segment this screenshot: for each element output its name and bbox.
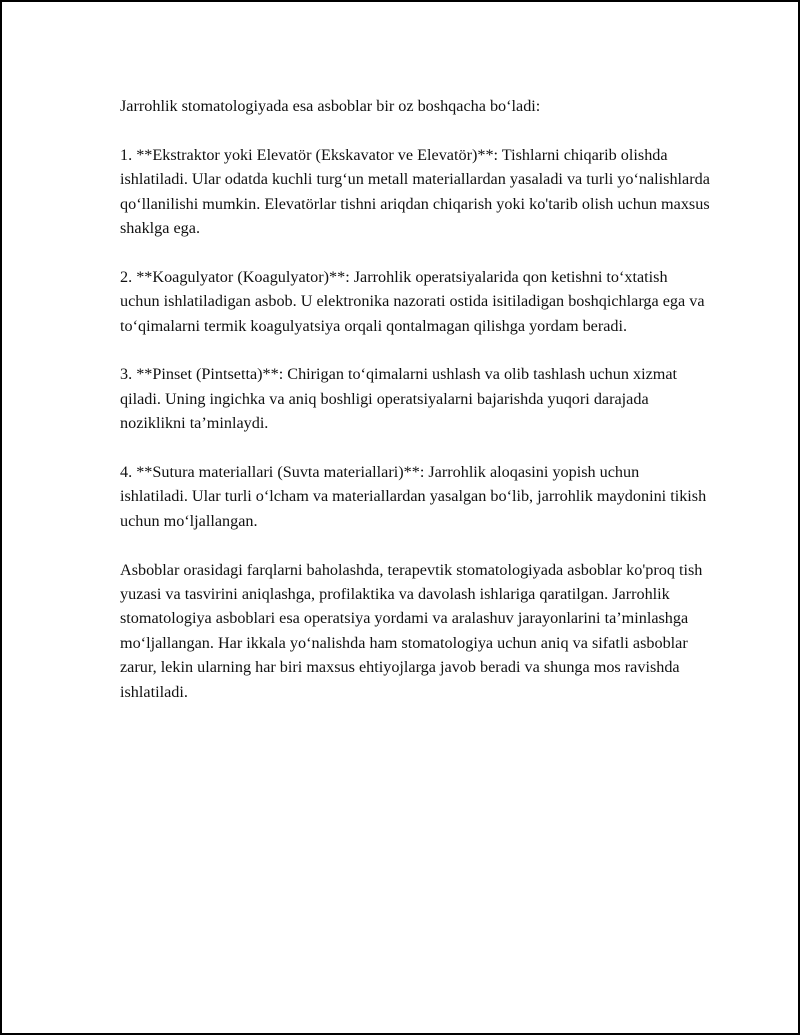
list-item-extractor: 1. **Ekstraktor yoki Elevatör (Ekskavator ve Elevatör)**: Tishlarni chiqarib olishda ishlatiladi. Ular odatda kuchli turg‘un metall materiallardan yasaladi va turli yo‘nalishlarda qo‘llanilishi mumkin. Elevatörlar tishni ariqdan chiqarish yoki ko'tarib olish uchun maxsus shaklga ega. — [120, 145, 710, 238]
document-body — [120, 94, 710, 728]
conclusion-paragraph: Asboblar orasidagi farqlarni baholashda, terapevtik stomatologiyada asboblar ko'proq tish yuzasi va tasvirini aniqlashga, profilaktika va davolash ishlariga qaratilgan. Jarrohlik stomatologiya asboblari esa operatsiya yordami va aralashuv jarayonlarini ta’minlashga mo‘ljallangan. Har ikkala yo‘nalishda ham stomatologiya uchun aniq va sifatli asboblar zarur, lekin ularning har biri maxsus ehtiyojlarga javob beradi va shunga mos ravishda ishlatiladi. — [120, 560, 703, 701]
list-item-suture: 4. **Sutura materiallari (Suvta materiallari)**: Jarrohlik aloqasini yopish uchun ishlatiladi. Ular turli o‘lcham va materiallardan yasalgan bo‘lib, jarrohlik maydonini tikish uchun mo‘ljallangan. — [120, 463, 707, 530]
list-item-tweezers: 3. **Pinset (Pintsetta)**: Chirigan to‘qimalarni ushlash va olib tashlash uchun xizmat qiladi. Uning ingichka va aniq boshligi operatsiyalarni bajarishda yuqori darajada noziklikni ta’minlaydi. — [120, 365, 678, 433]
list-item-coagulator: 2. **Koagulyator (Koagulyator)**: Jarrohlik operatsiyalarida qon ketishni to‘xtatish uchun ishlatiladigan asbob. U elektronika nazorati ostida isitiladigan boshqichlarga ega va to‘qimalarni termik koagulyatsiya orqali qontalmagan qilishga yordam beradi. — [120, 267, 705, 335]
intro-paragraph: Jarrohlik stomatologiyada esa asboblar bir oz boshqacha bo‘ladi: — [120, 97, 541, 115]
